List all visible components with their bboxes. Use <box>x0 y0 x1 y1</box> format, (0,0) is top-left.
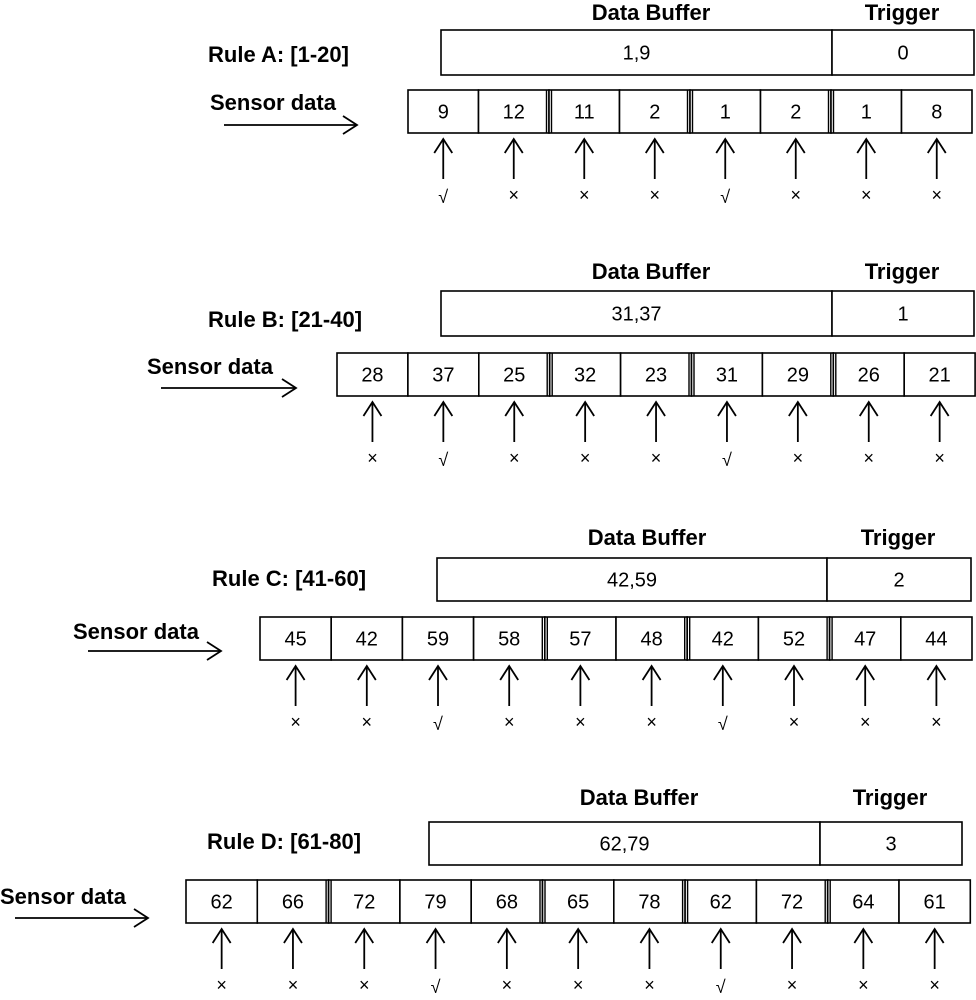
sensor-cell-value: 37 <box>432 364 455 387</box>
sensor-cell-value: 1 <box>719 101 731 124</box>
sensor-cell <box>471 880 542 995</box>
no-match-mark: × <box>579 448 591 468</box>
match-mark: √ <box>720 187 731 207</box>
rule-title: Rule C: [41-60] <box>212 566 367 591</box>
sensor-cell-value: 79 <box>424 891 447 914</box>
no-match-mark: × <box>788 712 800 732</box>
no-match-mark: × <box>792 448 804 468</box>
match-mark: √ <box>433 714 443 734</box>
sensor-cell-value: 1 <box>860 101 872 124</box>
sensor-cell-value: 62 <box>709 891 732 914</box>
data-buffer-value: 42,59 <box>606 569 658 592</box>
trigger-label: Trigger <box>860 525 936 550</box>
trigger-value: 3 <box>885 833 897 856</box>
sensor-cell-value: 28 <box>361 364 384 387</box>
no-match-mark: × <box>575 712 586 732</box>
sensor-cell-value: 59 <box>426 628 450 651</box>
trigger-label: Trigger <box>864 259 940 284</box>
data-buffer-value: 62,79 <box>599 833 650 856</box>
data-buffer-label: Data Buffer <box>587 525 707 550</box>
sensor-cell <box>758 617 829 732</box>
no-match-mark: × <box>858 975 869 995</box>
sensor-cell-value: 2 <box>649 101 661 124</box>
sensor-cell-value: 45 <box>284 628 307 651</box>
sensor-cell <box>692 353 763 470</box>
sensor-cell <box>550 353 621 468</box>
no-match-mark: × <box>508 185 520 205</box>
sensor-cell <box>337 353 408 468</box>
match-mark: √ <box>717 714 728 734</box>
rule-title: Rule B: [21-40] <box>208 307 363 332</box>
no-match-mark: × <box>931 712 942 732</box>
sensor-cell-value: 29 <box>786 364 809 387</box>
sensor-cell-value: 52 <box>782 628 806 651</box>
no-match-mark: × <box>863 448 875 468</box>
sensor-cell-value: 72 <box>353 891 376 914</box>
sensor-data-label: Sensor data <box>73 619 199 644</box>
sensor-cell <box>756 880 827 995</box>
sensor-cell <box>762 353 833 468</box>
sensor-cell-value: 66 <box>281 891 305 914</box>
data-buffer-label: Data Buffer <box>579 785 699 810</box>
no-match-mark: × <box>367 448 378 468</box>
sensor-cell <box>545 617 616 732</box>
data-buffer-value: 31,37 <box>611 303 662 326</box>
sensor-cell-value: 9 <box>437 101 449 124</box>
no-match-mark: × <box>646 712 657 732</box>
sensor-cell-value: 2 <box>790 101 802 124</box>
sensor-cell-value: 26 <box>857 364 880 387</box>
sensor-cell <box>904 353 975 468</box>
sensor-cell <box>899 880 970 995</box>
sensor-cell-value: 61 <box>923 891 946 914</box>
sensor-cell <box>408 353 479 470</box>
sensor-cell-value: 31 <box>715 364 739 387</box>
no-match-mark: × <box>290 712 301 732</box>
sensor-cell <box>331 617 402 732</box>
sensor-cell-value: 8 <box>931 101 943 124</box>
match-mark: √ <box>722 450 732 470</box>
sensor-cell-value: 65 <box>567 891 590 914</box>
sensor-cell-value: 78 <box>638 891 661 914</box>
rule-section <box>208 0 974 207</box>
data-buffer-value: 1,9 <box>622 42 651 65</box>
sensor-cell <box>257 880 328 995</box>
no-match-mark: × <box>216 975 227 995</box>
trigger-value: 2 <box>893 569 905 592</box>
sensor-cell <box>685 880 756 997</box>
sensor-cell <box>408 90 479 207</box>
rule-title: Rule A: [1-20] <box>208 42 349 67</box>
sensor-cell <box>474 617 545 732</box>
no-match-mark: × <box>649 185 661 205</box>
no-match-mark: × <box>650 448 662 468</box>
sensor-cell-value: 58 <box>498 628 521 651</box>
no-match-mark: × <box>931 185 943 205</box>
sensor-cell-value: 23 <box>644 364 668 387</box>
sensor-cell <box>902 90 973 205</box>
sensor-cell <box>543 880 614 995</box>
rule-title: Rule D: [61-80] <box>207 829 362 854</box>
sensor-cell <box>329 880 400 995</box>
sensor-cell-value: 72 <box>780 891 804 914</box>
sensor-cell <box>690 90 761 207</box>
trigger-label: Trigger <box>852 785 928 810</box>
sensor-cell-value: 44 <box>925 628 948 651</box>
sensor-cell-value: 47 <box>854 628 877 651</box>
sensor-cell-value: 42 <box>711 628 734 651</box>
sensor-cell-value: 12 <box>502 101 525 124</box>
no-match-mark: × <box>578 185 590 205</box>
sensor-data-label: Sensor data <box>210 90 336 115</box>
sensor-cell <box>616 617 687 732</box>
sensor-cell <box>830 617 901 732</box>
sensor-cell <box>831 90 902 205</box>
no-match-mark: × <box>358 975 370 995</box>
no-match-mark: × <box>786 975 798 995</box>
no-match-mark: × <box>501 975 513 995</box>
rule-section <box>0 785 970 997</box>
trigger-label: Trigger <box>864 0 940 25</box>
sensor-cell-value: 25 <box>503 364 526 387</box>
no-match-mark: × <box>572 975 584 995</box>
sensor-cell <box>479 353 550 468</box>
sensor-cell-value: 11 <box>573 101 595 124</box>
sensor-cell-value: 21 <box>928 364 951 387</box>
sensor-cell <box>687 617 758 734</box>
no-match-mark: × <box>860 185 872 205</box>
no-match-mark: × <box>859 712 871 732</box>
no-match-mark: × <box>929 975 940 995</box>
sensor-cell <box>833 353 904 468</box>
no-match-mark: × <box>287 975 299 995</box>
no-match-mark: × <box>508 448 520 468</box>
sensor-data-label: Sensor data <box>0 884 126 909</box>
sensor-cell <box>400 880 471 997</box>
sensor-cell-value: 62 <box>210 891 233 914</box>
sensor-cell <box>402 617 473 734</box>
data-buffer-label: Data Buffer <box>591 259 711 284</box>
sensor-cell <box>614 880 685 995</box>
match-mark: √ <box>438 450 449 470</box>
sensor-cell <box>901 617 972 732</box>
no-match-mark: × <box>790 185 802 205</box>
no-match-mark: × <box>644 975 655 995</box>
rule-section <box>147 259 975 470</box>
sensor-cell <box>260 617 331 732</box>
sensor-cell-value: 64 <box>852 891 875 914</box>
sensor-cell-value: 48 <box>640 628 663 651</box>
trigger-value: 0 <box>897 42 909 65</box>
match-mark: √ <box>715 977 726 997</box>
sensor-cell-value: 32 <box>574 364 597 387</box>
match-mark: √ <box>438 187 449 207</box>
data-buffer-label: Data Buffer <box>591 0 711 25</box>
sensor-cell <box>828 880 899 995</box>
sensor-cell-value: 42 <box>355 628 378 651</box>
match-mark: √ <box>430 977 441 997</box>
sensor-cell <box>761 90 832 205</box>
sensor-cell <box>479 90 550 205</box>
sensor-data-label: Sensor data <box>147 354 273 379</box>
trigger-value: 1 <box>897 303 909 326</box>
no-match-mark: × <box>934 448 945 468</box>
rule-section <box>73 525 972 734</box>
sensor-cell-value: 57 <box>569 628 592 651</box>
sensor-cell <box>620 90 691 205</box>
sensor-cell <box>621 353 692 468</box>
sensor-cell <box>549 90 620 205</box>
sensor-cell-value: 68 <box>495 891 518 914</box>
no-match-mark: × <box>361 712 373 732</box>
sensor-cell <box>186 880 257 995</box>
no-match-mark: × <box>503 712 515 732</box>
